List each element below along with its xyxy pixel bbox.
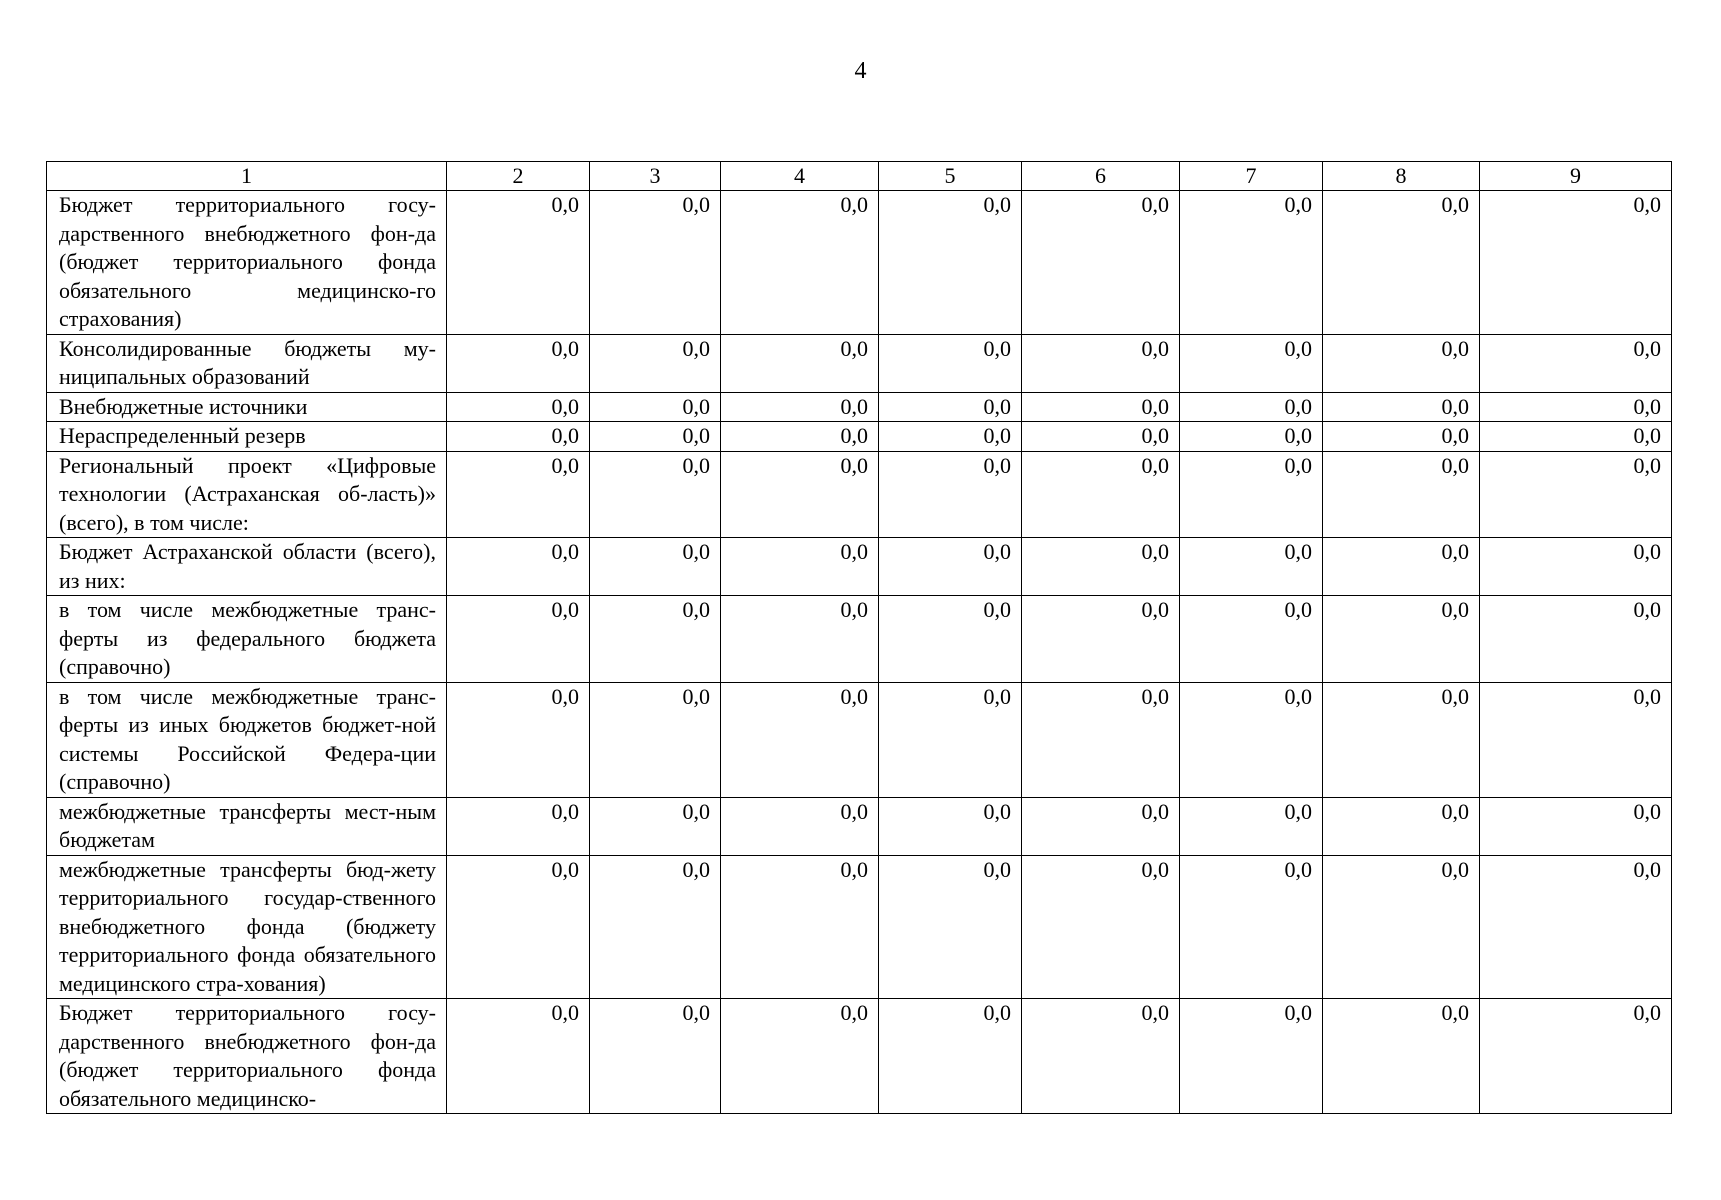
cell-value: 0,0 [1480,538,1672,596]
cell-value: 0,0 [1022,392,1180,422]
table-row [47,451,1672,538]
cell-value: 0,0 [1480,422,1672,452]
cell-value: 0,0 [879,999,1022,1114]
cell-value: 0,0 [1022,999,1180,1114]
cell-value: 0,0 [590,538,721,596]
cell-value: 0,0 [1323,334,1480,392]
cell-value: 0,0 [1323,682,1480,797]
row-label: Региональный проект «Цифровые технологии (Астраханская об-ласть)» (всего), в том числе: [47,451,447,538]
row-label: Нераспределенный резерв [47,422,447,452]
cell-value: 0,0 [879,596,1022,683]
cell-value: 0,0 [879,538,1022,596]
column-header: 6 [1022,162,1180,191]
cell-value: 0,0 [1480,999,1672,1114]
table-row [47,682,1672,797]
table-row [47,855,1672,999]
cell-value: 0,0 [1323,538,1480,596]
page-number: 4 [854,58,867,84]
cell-value: 0,0 [1480,191,1672,335]
cell-value: 0,0 [1480,855,1672,999]
column-header: 3 [590,162,721,191]
row-label: в том числе межбюджетные транс-ферты из иных бюджетов бюджет-ной системы Российской Федера-ции (справочно) [47,682,447,797]
cell-value: 0,0 [590,855,721,999]
cell-value: 0,0 [721,596,879,683]
table-row [47,191,1672,335]
table-row [47,392,1672,422]
cell-value: 0,0 [721,422,879,452]
cell-value: 0,0 [447,334,590,392]
cell-value: 0,0 [1323,392,1480,422]
cell-value: 0,0 [879,451,1022,538]
column-header: 9 [1480,162,1672,191]
cell-value: 0,0 [447,451,590,538]
cell-value: 0,0 [447,392,590,422]
cell-value: 0,0 [1180,797,1323,855]
cell-value: 0,0 [1022,451,1180,538]
cell-value: 0,0 [879,422,1022,452]
cell-value: 0,0 [447,797,590,855]
cell-value: 0,0 [1022,422,1180,452]
row-label: межбюджетные трансферты мест-ным бюджетам [47,797,447,855]
cell-value: 0,0 [721,451,879,538]
column-header: 1 [47,162,447,191]
cell-value: 0,0 [1323,855,1480,999]
table-row [47,596,1672,683]
table-row [47,797,1672,855]
cell-value: 0,0 [1022,682,1180,797]
cell-value: 0,0 [1323,451,1480,538]
cell-value: 0,0 [590,422,721,452]
cell-value: 0,0 [447,422,590,452]
column-header: 7 [1180,162,1323,191]
cell-value: 0,0 [590,392,721,422]
cell-value: 0,0 [721,855,879,999]
cell-value: 0,0 [879,855,1022,999]
cell-value: 0,0 [447,999,590,1114]
cell-value: 0,0 [1480,392,1672,422]
cell-value: 0,0 [721,797,879,855]
cell-value: 0,0 [1022,797,1180,855]
cell-value: 0,0 [1022,855,1180,999]
cell-value: 0,0 [721,682,879,797]
cell-value: 0,0 [1323,596,1480,683]
cell-value: 0,0 [447,682,590,797]
cell-value: 0,0 [1022,334,1180,392]
header-row [47,162,1672,191]
row-label: межбюджетные трансферты бюд-жету территориального государ-ственного внебюджетного фонда (бюджету территориального фонда обязательного медицинского стра-хования) [47,855,447,999]
cell-value: 0,0 [879,191,1022,335]
cell-value: 0,0 [447,596,590,683]
cell-value: 0,0 [590,334,721,392]
cell-value: 0,0 [447,538,590,596]
cell-value: 0,0 [1180,334,1323,392]
cell-value: 0,0 [879,682,1022,797]
cell-value: 0,0 [1323,797,1480,855]
cell-value: 0,0 [1323,191,1480,335]
cell-value: 0,0 [1180,422,1323,452]
cell-value: 0,0 [721,191,879,335]
budget-table [46,161,1672,1114]
row-label: Бюджет территориального госу-дарственного внебюджетного фон-да (бюджет территориального фонда обязательного медицинско-го страхования) [47,191,447,335]
cell-value: 0,0 [1323,999,1480,1114]
cell-value: 0,0 [721,334,879,392]
cell-value: 0,0 [590,999,721,1114]
row-label: Консолидированные бюджеты му-ниципальных образований [47,334,447,392]
cell-value: 0,0 [1480,596,1672,683]
row-label: Внебюджетные источники [47,392,447,422]
cell-value: 0,0 [1180,596,1323,683]
cell-value: 0,0 [1180,682,1323,797]
column-header: 8 [1323,162,1480,191]
cell-value: 0,0 [879,392,1022,422]
row-label: Бюджет Астраханской области (всего), из них: [47,538,447,596]
table-row [47,422,1672,452]
cell-value: 0,0 [1180,191,1323,335]
cell-value: 0,0 [1180,451,1323,538]
cell-value: 0,0 [721,538,879,596]
cell-value: 0,0 [1480,682,1672,797]
cell-value: 0,0 [1480,334,1672,392]
table-row [47,334,1672,392]
cell-value: 0,0 [590,797,721,855]
column-header: 5 [879,162,1022,191]
cell-value: 0,0 [590,682,721,797]
cell-value: 0,0 [590,596,721,683]
cell-value: 0,0 [721,392,879,422]
table-row [47,538,1672,596]
cell-value: 0,0 [1323,422,1480,452]
column-header: 2 [447,162,590,191]
cell-value: 0,0 [1022,596,1180,683]
cell-value: 0,0 [879,797,1022,855]
cell-value: 0,0 [590,451,721,538]
cell-value: 0,0 [879,334,1022,392]
cell-value: 0,0 [447,855,590,999]
cell-value: 0,0 [1022,191,1180,335]
cell-value: 0,0 [1180,999,1323,1114]
row-label: в том числе межбюджетные транс-ферты из федерального бюджета (справочно) [47,596,447,683]
cell-value: 0,0 [1480,797,1672,855]
cell-value: 0,0 [447,191,590,335]
row-label: Бюджет территориального госу-дарственного внебюджетного фон-да (бюджет территориального фонда обязательного медицинско- [47,999,447,1114]
cell-value: 0,0 [590,191,721,335]
table-row [47,999,1672,1114]
cell-value: 0,0 [721,999,879,1114]
cell-value: 0,0 [1180,392,1323,422]
column-header: 4 [721,162,879,191]
cell-value: 0,0 [1180,855,1323,999]
cell-value: 0,0 [1480,451,1672,538]
cell-value: 0,0 [1180,538,1323,596]
cell-value: 0,0 [1022,538,1180,596]
